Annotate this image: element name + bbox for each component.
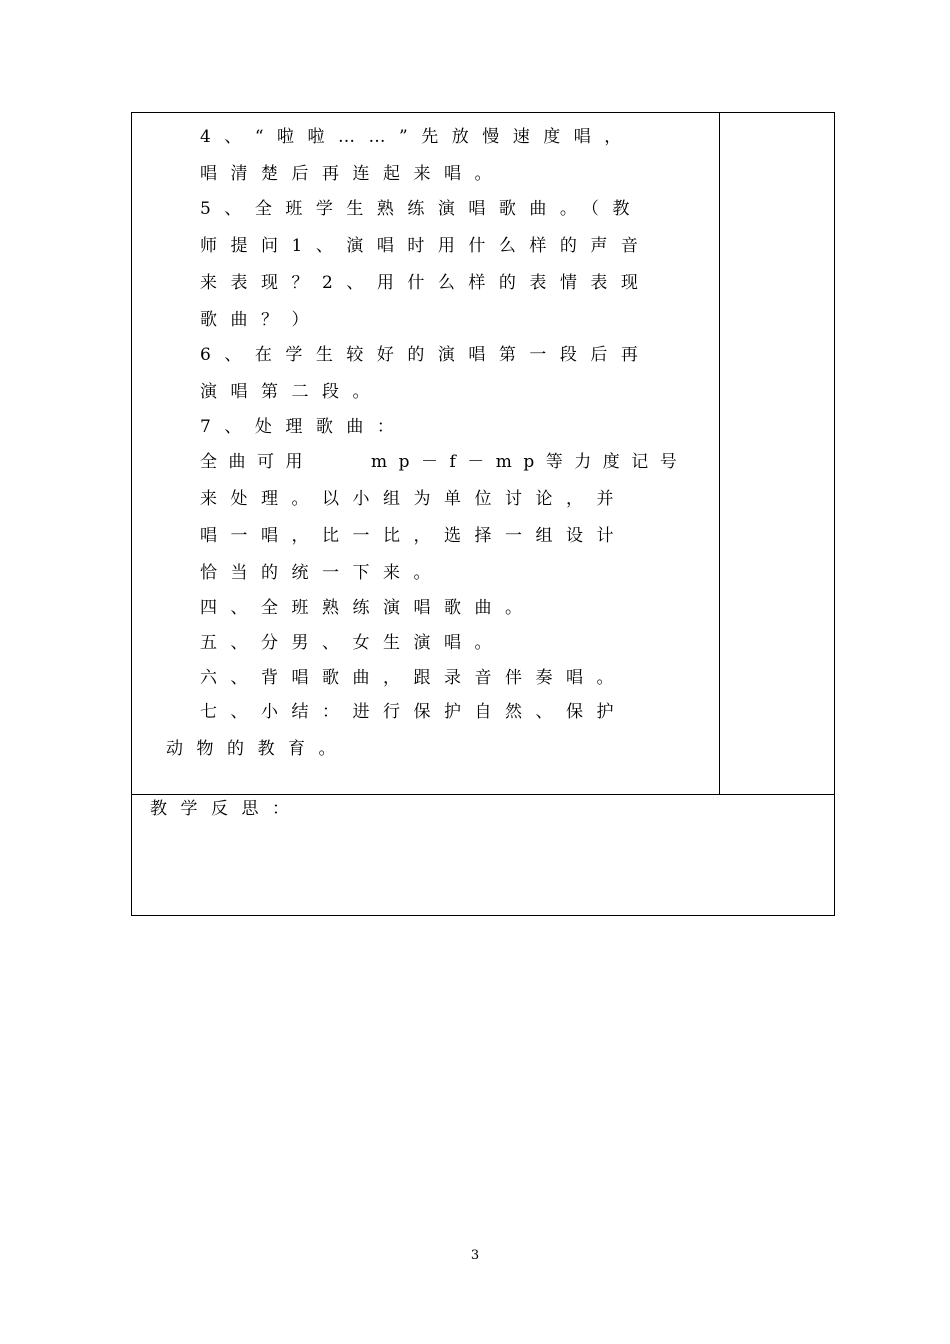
lesson-step-line: 唱一唱，比一比，选择一组设计 bbox=[200, 526, 627, 546]
lesson-step-line: 4、“啦啦……”先放慢速度唱， bbox=[200, 127, 635, 147]
lesson-step-line: 5、全班学生熟练演唱歌曲。（教 bbox=[200, 199, 643, 219]
lesson-step-line: 五、分男、女生演唱。 bbox=[200, 633, 505, 653]
lesson-step-line: 师提问1、演唱时用什么样的声音 bbox=[200, 236, 652, 256]
lesson-step-line: 六、背唱歌曲，跟录音伴奏唱。 bbox=[200, 668, 627, 688]
lesson-step-line: 唱清楚后再连起来唱。 bbox=[200, 164, 505, 184]
lesson-step-line: 歌曲？） bbox=[200, 310, 322, 330]
lesson-step-line: 七、小结：进行保护自然、保护 bbox=[200, 702, 627, 722]
lesson-step-line: 全曲可用 mp－f－mp等力度记号 bbox=[200, 452, 689, 472]
lesson-content-cell bbox=[132, 113, 719, 794]
lesson-step-line: 7、处理歌曲： bbox=[200, 417, 408, 437]
lesson-plan-table bbox=[131, 112, 835, 916]
lesson-step-line: 恰当的统一下来。 bbox=[200, 563, 444, 583]
lesson-step-line: 演唱第二段。 bbox=[200, 382, 383, 402]
page-number: 3 bbox=[470, 1248, 480, 1263]
column-divider bbox=[719, 113, 720, 794]
lesson-step-line: 来处理。以小组为单位讨论，并 bbox=[200, 489, 627, 509]
teaching-reflection-label: 教学反思： bbox=[150, 799, 303, 819]
lesson-step-line: 动物的教育。 bbox=[166, 739, 349, 759]
lesson-content-row bbox=[132, 113, 834, 795]
lesson-step-line: 6、在学生较好的演唱第一段后再 bbox=[200, 345, 652, 365]
lesson-step-line: 四、全班熟练演唱歌曲。 bbox=[200, 598, 536, 618]
lesson-step-line: 来表现？2、用什么样的表情表现 bbox=[200, 273, 652, 293]
